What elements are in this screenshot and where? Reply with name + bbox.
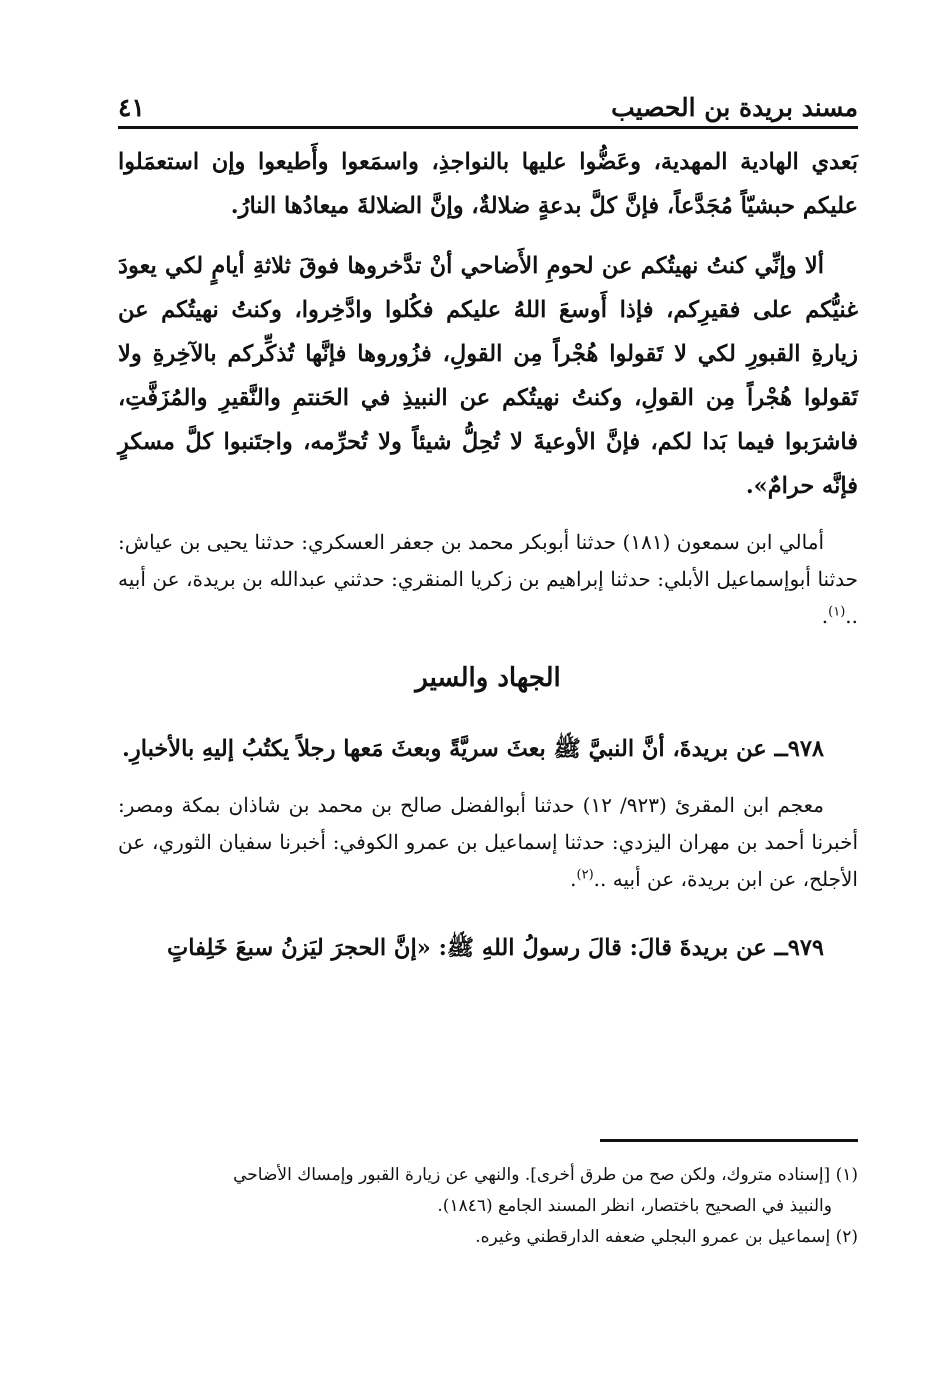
footnotes (118, 1160, 858, 1253)
footnote-1: (١) [إسناده متروك، ولكن صح من طرق أخرى]. والنهي عن زيارة القبور وإمساك الأضاحي (233, 1165, 858, 1185)
running-title: مسند بريدة بن الحصيب (611, 93, 858, 122)
header-rule (118, 126, 858, 129)
source-citation-1: أمالي ابن سمعون (١٨١) حدثنا أبوبكر محمد بن جعفر العسكري: حدثنا يحيى بن عياش: حدثنا أبوإسماعيل الأبلي: حدثنا إبراهيم بن زكريا المنقري: حدثني عبدالله بن بريدة، عن أبيه ..$^{(١)}$. (118, 530, 858, 628)
source-text: أمالي ابن سمعون (١٨١) حدثنا أبوبكر محمد بن جعفر العسكري: حدثنا يحيى بن عياش: حدثنا أبوإسماعيل الأبلي: حدثنا إبراهيم بن زكريا المنقري: حدثني عبدالله بن بريدة، عن أبيه .. (118, 530, 858, 628)
hadith-978: ٩٧٨ــ عن بريدةَ، أنَّ النبيَّ ﷺ بعثَ سريَّةً وبعثَ مَعها رجلاً يكتُبُ إليهِ بالأخبارِ. (122, 736, 824, 762)
footnote-1-continuation: والنبيذ في الصحيح باختصار، انظر المسند الجامع (١٨٤٦). (437, 1196, 832, 1216)
footnote-rule (600, 1139, 858, 1142)
section-heading: الجهاد والسير (415, 663, 561, 693)
page-header (118, 84, 858, 122)
page-number: ٤١ (118, 93, 145, 122)
hadith-979: ٩٧٩ــ عن بريدةَ قالَ: قالَ رسولُ اللهِ ﷺ: «إنَّ الحجرَ ليَزنُ سبعَ خَلِفاتٍ (167, 935, 824, 961)
hadith-paragraph: ألا وإنِّي كنتُ نهيتُكم عن لحومِ الأَضاحي أنْ تدَّخروها فوقَ ثلاثةِ أيامٍ لكي يعودَ غنيُّكم على فقيرِكم، فإذا أَوسعَ اللهُ عليكم فكُلوا وادَّخِروا، وكنتُ نهيتُكم عن زيارةِ القبورِ لكي لا تَقولوا هُجْراً مِن القولِ، فزُوروها فإنَّها تُذكِّركم بالآخِرةِ ولا تَقولوا هُجْراً مِن القولِ، وكنتُ نهيتُكم عن النبيذِ في الحَنتمِ والنَّقيرِ والمُزَفَّتِ، فاشرَبوا فيما بَدا لكم، فإنَّ الأوعيةَ لا تُحِلُّ شيئاً ولا تُحرِّمه، واجتَنبوا كلَّ مسكرٍ فإنَّه حرامٌ». (118, 253, 858, 499)
source-text: معجم ابن المقرئ (٩٢٣/ ١٢) حدثنا أبوالفضل صالح بن محمد بن شاذان بمكة ومصر: أخبرنا أحمد بن مهران اليزدي: حدثنا إسماعيل بن عمرو الكوفي: أخبرنا سفيان الثوري، عن الأجلح، عن ابن بريدة، عن أبيه .. (118, 793, 858, 891)
footnote-2: (٢) إسماعيل بن عمرو البجلي ضعفه الدارقطني وغيره. (475, 1227, 858, 1247)
footnote-ref-1[interactable]: (١) (828, 604, 846, 620)
main-text (118, 140, 858, 986)
footnote-ref-2[interactable]: (٢) (576, 867, 594, 883)
hadith-continuation: بَعدي الهادية المهدية، وعَضُّوا عليها بالنواجذِ، واسمَعوا وأَطيعوا وإن استعمَلوا عليكم حبشيّاً مُجَدَّعاً، فإنَّ كلَّ بدعةٍ ضلالةٌ، وإنَّ الضلالةَ ميعادُها النارُ. (118, 149, 858, 219)
source-citation-2: معجم ابن المقرئ (٩٢٣/ ١٢) حدثنا أبوالفضل صالح بن محمد بن شاذان بمكة ومصر: أخبرنا أحمد بن مهران اليزدي: حدثنا إسماعيل بن عمرو الكوفي: أخبرنا سفيان الثوري، عن الأجلح، عن ابن بريدة، عن أبيه ..$^{(٢)}$. (118, 793, 858, 891)
